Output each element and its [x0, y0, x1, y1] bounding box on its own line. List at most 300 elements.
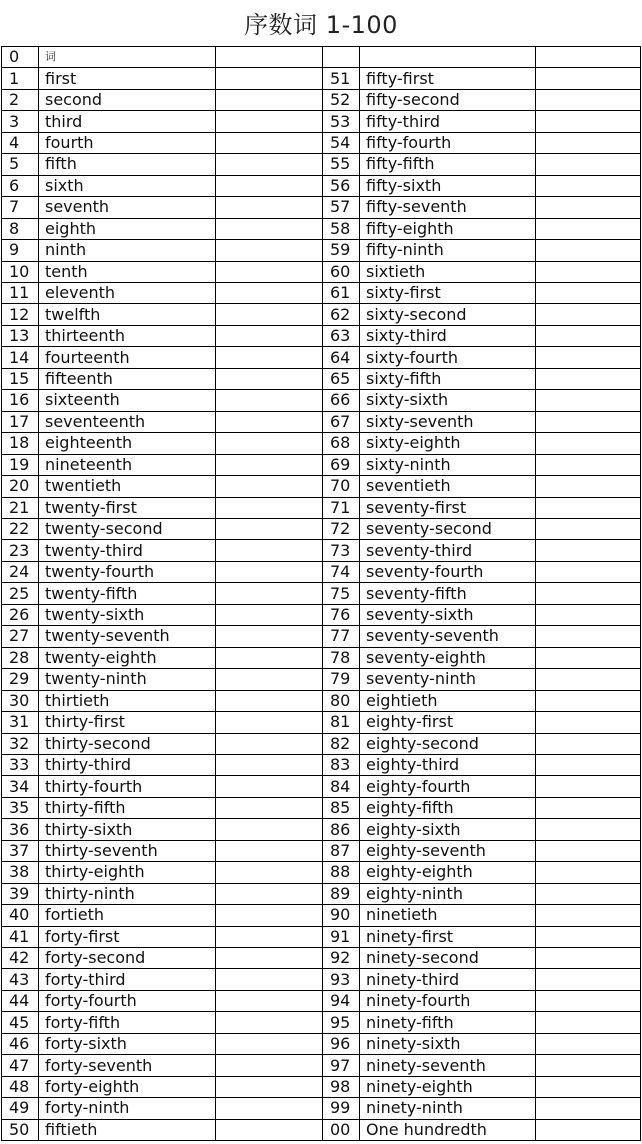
right-number-cell: 77	[323, 626, 360, 647]
right-number-cell: 55	[323, 154, 360, 175]
left-word-cell: nineteenth	[39, 454, 216, 475]
left-number-cell: 43	[2, 969, 39, 990]
left-word-cell: forty-fifth	[39, 1012, 216, 1033]
left-empty-cell	[216, 1119, 323, 1140]
right-empty-cell	[536, 347, 641, 368]
left-number-cell: 11	[2, 282, 39, 303]
right-word-cell: ninety-eighth	[360, 1076, 536, 1097]
right-word-cell: ninety-first	[360, 926, 536, 947]
left-number-cell: 29	[2, 669, 39, 690]
right-empty-cell	[536, 604, 641, 625]
table-row	[2, 926, 641, 947]
right-number-cell: 92	[323, 948, 360, 969]
left-word-cell: thirtieth	[39, 690, 216, 711]
left-number-cell: 13	[2, 325, 39, 346]
right-number-cell: 86	[323, 819, 360, 840]
right-empty-cell	[536, 518, 641, 539]
right-word-cell: sixty-second	[360, 304, 536, 325]
right-empty-cell	[536, 669, 641, 690]
left-word-cell: fifth	[39, 154, 216, 175]
right-empty-cell	[536, 969, 641, 990]
left-word-cell: twentieth	[39, 476, 216, 497]
left-number-cell: 25	[2, 583, 39, 604]
left-word-cell: twenty-ninth	[39, 669, 216, 690]
left-number-cell: 3	[2, 111, 39, 132]
right-number-cell: 65	[323, 368, 360, 389]
right-number-cell: 84	[323, 776, 360, 797]
table-row	[2, 304, 641, 325]
right-word-cell: eighty-eighth	[360, 862, 536, 883]
header-right-empty	[536, 47, 641, 68]
table-row	[2, 240, 641, 261]
left-empty-cell	[216, 690, 323, 711]
left-empty-cell	[216, 712, 323, 733]
right-word-cell: sixty-seventh	[360, 411, 536, 432]
right-word-cell: sixty-third	[360, 325, 536, 346]
right-word-cell: fifty-first	[360, 68, 536, 89]
right-empty-cell	[536, 733, 641, 754]
right-empty-cell	[536, 368, 641, 389]
left-empty-cell	[216, 433, 323, 454]
left-word-cell: twelfth	[39, 304, 216, 325]
left-number-cell: 35	[2, 797, 39, 818]
left-empty-cell	[216, 797, 323, 818]
left-word-cell: eleventh	[39, 282, 216, 303]
right-word-cell: sixty-sixth	[360, 390, 536, 411]
left-word-cell: fourteenth	[39, 347, 216, 368]
table-row	[2, 540, 641, 561]
table-row	[2, 111, 641, 132]
left-number-cell: 42	[2, 948, 39, 969]
right-empty-cell	[536, 497, 641, 518]
header-left-empty	[216, 47, 323, 68]
table-row	[2, 840, 641, 861]
left-number-cell: 37	[2, 840, 39, 861]
left-number-cell: 7	[2, 197, 39, 218]
left-word-cell: thirty-first	[39, 712, 216, 733]
left-number-cell: 5	[2, 154, 39, 175]
right-empty-cell	[536, 218, 641, 239]
right-number-cell: 62	[323, 304, 360, 325]
left-word-cell: eighth	[39, 218, 216, 239]
left-number-cell: 2	[2, 89, 39, 110]
right-word-cell: fifty-seventh	[360, 197, 536, 218]
right-word-cell: ninety-fourth	[360, 990, 536, 1011]
left-word-cell: ninth	[39, 240, 216, 261]
left-empty-cell	[216, 969, 323, 990]
right-empty-cell	[536, 411, 641, 432]
left-empty-cell	[216, 647, 323, 668]
right-number-cell: 56	[323, 175, 360, 196]
right-empty-cell	[536, 197, 641, 218]
table-row	[2, 368, 641, 389]
table-row	[2, 68, 641, 89]
right-word-cell: eighty-second	[360, 733, 536, 754]
table-row	[2, 690, 641, 711]
left-empty-cell	[216, 304, 323, 325]
right-word-cell: ninety-seventh	[360, 1055, 536, 1076]
right-empty-cell	[536, 132, 641, 153]
right-word-cell: seventy-eighth	[360, 647, 536, 668]
table-row	[2, 948, 641, 969]
right-number-cell: 90	[323, 905, 360, 926]
table-row	[2, 969, 641, 990]
left-number-cell: 22	[2, 518, 39, 539]
right-number-cell: 82	[323, 733, 360, 754]
left-number-cell: 21	[2, 497, 39, 518]
left-word-cell: thirty-fourth	[39, 776, 216, 797]
right-empty-cell	[536, 476, 641, 497]
table-row	[2, 776, 641, 797]
left-word-cell: fortieth	[39, 905, 216, 926]
left-number-cell: 14	[2, 347, 39, 368]
right-number-cell: 81	[323, 712, 360, 733]
right-word-cell: ninety-fifth	[360, 1012, 536, 1033]
right-number-cell: 64	[323, 347, 360, 368]
left-word-cell: twenty-first	[39, 497, 216, 518]
left-number-cell: 19	[2, 454, 39, 475]
right-empty-cell	[536, 862, 641, 883]
right-word-cell: One hundredth	[360, 1119, 536, 1140]
right-word-cell: seventy-seventh	[360, 626, 536, 647]
right-empty-cell	[536, 647, 641, 668]
right-empty-cell	[536, 926, 641, 947]
right-word-cell: eighty-fourth	[360, 776, 536, 797]
right-word-cell: fifty-third	[360, 111, 536, 132]
right-word-cell: eighty-sixth	[360, 819, 536, 840]
left-number-cell: 18	[2, 433, 39, 454]
right-number-cell: 88	[323, 862, 360, 883]
right-empty-cell	[536, 282, 641, 303]
table-row	[2, 154, 641, 175]
right-word-cell: seventy-fifth	[360, 583, 536, 604]
right-number-cell: 83	[323, 754, 360, 775]
left-empty-cell	[216, 218, 323, 239]
left-number-cell: 39	[2, 883, 39, 904]
right-word-cell: fifty-fourth	[360, 132, 536, 153]
left-number-cell: 23	[2, 540, 39, 561]
right-word-cell: ninety-third	[360, 969, 536, 990]
right-empty-cell	[536, 561, 641, 582]
right-number-cell: 91	[323, 926, 360, 947]
left-word-cell: thirty-fifth	[39, 797, 216, 818]
right-word-cell: ninety-ninth	[360, 1098, 536, 1119]
left-number-cell: 32	[2, 733, 39, 754]
left-word-cell: forty-second	[39, 948, 216, 969]
left-word-cell: twenty-fourth	[39, 561, 216, 582]
right-number-cell: 74	[323, 561, 360, 582]
table-row	[2, 261, 641, 282]
right-number-cell: 98	[323, 1076, 360, 1097]
left-word-cell: forty-third	[39, 969, 216, 990]
table-row	[2, 883, 641, 904]
left-number-cell: 15	[2, 368, 39, 389]
right-empty-cell	[536, 175, 641, 196]
table-row	[2, 132, 641, 153]
left-word-cell: tenth	[39, 261, 216, 282]
right-number-cell: 70	[323, 476, 360, 497]
right-empty-cell	[536, 990, 641, 1011]
left-word-cell: seventh	[39, 197, 216, 218]
table-row	[2, 733, 641, 754]
left-word-cell: forty-seventh	[39, 1055, 216, 1076]
right-empty-cell	[536, 1033, 641, 1054]
left-number-cell: 24	[2, 561, 39, 582]
table-row	[2, 218, 641, 239]
left-number-cell: 40	[2, 905, 39, 926]
left-number-cell: 50	[2, 1119, 39, 1140]
left-number-cell: 16	[2, 390, 39, 411]
table-row	[2, 819, 641, 840]
right-empty-cell	[536, 948, 641, 969]
left-empty-cell	[216, 132, 323, 153]
right-empty-cell	[536, 1076, 641, 1097]
left-number-cell: 34	[2, 776, 39, 797]
table-row	[2, 990, 641, 1011]
left-empty-cell	[216, 1076, 323, 1097]
right-number-cell: 67	[323, 411, 360, 432]
right-empty-cell	[536, 583, 641, 604]
left-empty-cell	[216, 282, 323, 303]
left-word-cell: twenty-third	[39, 540, 216, 561]
page-title: 序数词 1-100	[244, 11, 398, 39]
left-empty-cell	[216, 840, 323, 861]
left-empty-cell	[216, 776, 323, 797]
right-word-cell: ninetieth	[360, 905, 536, 926]
left-empty-cell	[216, 883, 323, 904]
table-row	[2, 476, 641, 497]
left-word-cell: forty-fourth	[39, 990, 216, 1011]
table-row	[2, 89, 641, 110]
right-word-cell: sixty-fourth	[360, 347, 536, 368]
right-empty-cell	[536, 68, 641, 89]
table-row	[2, 175, 641, 196]
right-word-cell: sixty-first	[360, 282, 536, 303]
right-word-cell: seventy-fourth	[360, 561, 536, 582]
table-row	[2, 433, 641, 454]
left-word-cell: twenty-fifth	[39, 583, 216, 604]
left-number-cell: 30	[2, 690, 39, 711]
right-empty-cell	[536, 111, 641, 132]
left-empty-cell	[216, 497, 323, 518]
left-number-cell: 45	[2, 1012, 39, 1033]
right-empty-cell	[536, 454, 641, 475]
right-number-cell: 59	[323, 240, 360, 261]
right-word-cell: eightieth	[360, 690, 536, 711]
table-row	[2, 1098, 641, 1119]
table-row	[2, 712, 641, 733]
right-word-cell: seventy-third	[360, 540, 536, 561]
right-word-cell: sixty-eighth	[360, 433, 536, 454]
table-row	[2, 797, 641, 818]
right-empty-cell	[536, 626, 641, 647]
right-number-cell: 58	[323, 218, 360, 239]
table-row	[2, 347, 641, 368]
left-word-cell: forty-eighth	[39, 1076, 216, 1097]
left-empty-cell	[216, 154, 323, 175]
table-row	[2, 604, 641, 625]
left-word-cell: forty-sixth	[39, 1033, 216, 1054]
table-row	[2, 669, 641, 690]
left-word-cell: thirty-second	[39, 733, 216, 754]
left-number-cell: 12	[2, 304, 39, 325]
right-word-cell: seventy-sixth	[360, 604, 536, 625]
left-word-cell: forty-ninth	[39, 1098, 216, 1119]
left-number-cell: 1	[2, 68, 39, 89]
right-word-cell: sixty-fifth	[360, 368, 536, 389]
left-word-cell: thirty-seventh	[39, 840, 216, 861]
left-word-cell: eighteenth	[39, 433, 216, 454]
left-empty-cell	[216, 89, 323, 110]
right-number-cell: 78	[323, 647, 360, 668]
left-empty-cell	[216, 948, 323, 969]
table-row	[2, 411, 641, 432]
right-number-cell: 53	[323, 111, 360, 132]
left-number-cell: 48	[2, 1076, 39, 1097]
left-word-cell: fourth	[39, 132, 216, 153]
right-empty-cell	[536, 797, 641, 818]
left-empty-cell	[216, 111, 323, 132]
left-empty-cell	[216, 905, 323, 926]
right-word-cell: eighty-ninth	[360, 883, 536, 904]
left-number-cell: 38	[2, 862, 39, 883]
right-number-cell: 61	[323, 282, 360, 303]
left-word-cell: twenty-sixth	[39, 604, 216, 625]
table-row	[2, 754, 641, 775]
left-empty-cell	[216, 518, 323, 539]
right-empty-cell	[536, 240, 641, 261]
left-number-cell: 47	[2, 1055, 39, 1076]
right-word-cell: ninety-second	[360, 948, 536, 969]
right-number-cell: 79	[323, 669, 360, 690]
right-word-cell: fifty-fifth	[360, 154, 536, 175]
right-number-cell: 60	[323, 261, 360, 282]
left-number-cell: 28	[2, 647, 39, 668]
left-empty-cell	[216, 626, 323, 647]
right-word-cell: sixty-ninth	[360, 454, 536, 475]
right-word-cell: fifty-second	[360, 89, 536, 110]
left-number-cell: 6	[2, 175, 39, 196]
right-empty-cell	[536, 540, 641, 561]
right-number-cell: 52	[323, 89, 360, 110]
right-number-cell: 99	[323, 1098, 360, 1119]
table-row	[2, 905, 641, 926]
left-empty-cell	[216, 540, 323, 561]
right-empty-cell	[536, 883, 641, 904]
left-word-cell: seventeenth	[39, 411, 216, 432]
table-row	[2, 390, 641, 411]
left-word-cell: sixteenth	[39, 390, 216, 411]
left-word-cell: third	[39, 111, 216, 132]
right-word-cell: ninety-sixth	[360, 1033, 536, 1054]
right-empty-cell	[536, 1119, 641, 1140]
table-row	[2, 282, 641, 303]
left-number-cell: 17	[2, 411, 39, 432]
left-number-cell: 46	[2, 1033, 39, 1054]
table-row	[2, 1076, 641, 1097]
left-empty-cell	[216, 390, 323, 411]
right-number-cell: 00	[323, 1119, 360, 1140]
left-word-cell: fiftieth	[39, 1119, 216, 1140]
right-number-cell: 87	[323, 840, 360, 861]
left-word-cell: thirteenth	[39, 325, 216, 346]
right-empty-cell	[536, 390, 641, 411]
right-word-cell: sixtieth	[360, 261, 536, 282]
right-word-cell: eighty-seventh	[360, 840, 536, 861]
right-empty-cell	[536, 304, 641, 325]
right-word-cell: eighty-third	[360, 754, 536, 775]
right-word-cell: seventieth	[360, 476, 536, 497]
table-row	[2, 1119, 641, 1140]
right-empty-cell	[536, 433, 641, 454]
right-empty-cell	[536, 840, 641, 861]
left-number-cell: 8	[2, 218, 39, 239]
right-word-cell: seventy-first	[360, 497, 536, 518]
left-empty-cell	[216, 347, 323, 368]
left-empty-cell	[216, 990, 323, 1011]
left-empty-cell	[216, 669, 323, 690]
table-row	[2, 1055, 641, 1076]
left-word-cell: thirty-third	[39, 754, 216, 775]
table-row	[2, 561, 641, 582]
right-number-cell: 93	[323, 969, 360, 990]
right-word-cell: eighty-first	[360, 712, 536, 733]
right-number-cell: 76	[323, 604, 360, 625]
right-number-cell: 73	[323, 540, 360, 561]
left-empty-cell	[216, 862, 323, 883]
right-empty-cell	[536, 325, 641, 346]
right-empty-cell	[536, 690, 641, 711]
right-number-cell: 96	[323, 1033, 360, 1054]
right-number-cell: 94	[323, 990, 360, 1011]
left-number-cell: 26	[2, 604, 39, 625]
table-row	[2, 325, 641, 346]
right-number-cell: 97	[323, 1055, 360, 1076]
left-word-cell: fifteenth	[39, 368, 216, 389]
left-word-cell: second	[39, 89, 216, 110]
left-empty-cell	[216, 325, 323, 346]
table-row	[2, 1033, 641, 1054]
right-number-cell: 66	[323, 390, 360, 411]
right-word-cell: eighty-fifth	[360, 797, 536, 818]
left-empty-cell	[216, 411, 323, 432]
right-empty-cell	[536, 905, 641, 926]
right-word-cell: fifty-eighth	[360, 218, 536, 239]
header-left-word: 词	[39, 47, 216, 68]
right-number-cell: 51	[323, 68, 360, 89]
right-word-cell: seventy-second	[360, 518, 536, 539]
right-number-cell: 54	[323, 132, 360, 153]
right-number-cell: 89	[323, 883, 360, 904]
left-empty-cell	[216, 819, 323, 840]
left-number-cell: 20	[2, 476, 39, 497]
left-number-cell: 27	[2, 626, 39, 647]
left-empty-cell	[216, 1055, 323, 1076]
right-number-cell: 72	[323, 518, 360, 539]
right-empty-cell	[536, 819, 641, 840]
ordinal-table	[1, 46, 641, 1141]
left-number-cell: 49	[2, 1098, 39, 1119]
left-word-cell: twenty-seventh	[39, 626, 216, 647]
right-number-cell: 63	[323, 325, 360, 346]
table-row	[2, 1012, 641, 1033]
left-empty-cell	[216, 1098, 323, 1119]
left-number-cell: 10	[2, 261, 39, 282]
right-number-cell: 75	[323, 583, 360, 604]
right-number-cell: 68	[323, 433, 360, 454]
left-empty-cell	[216, 368, 323, 389]
left-word-cell: thirty-eighth	[39, 862, 216, 883]
